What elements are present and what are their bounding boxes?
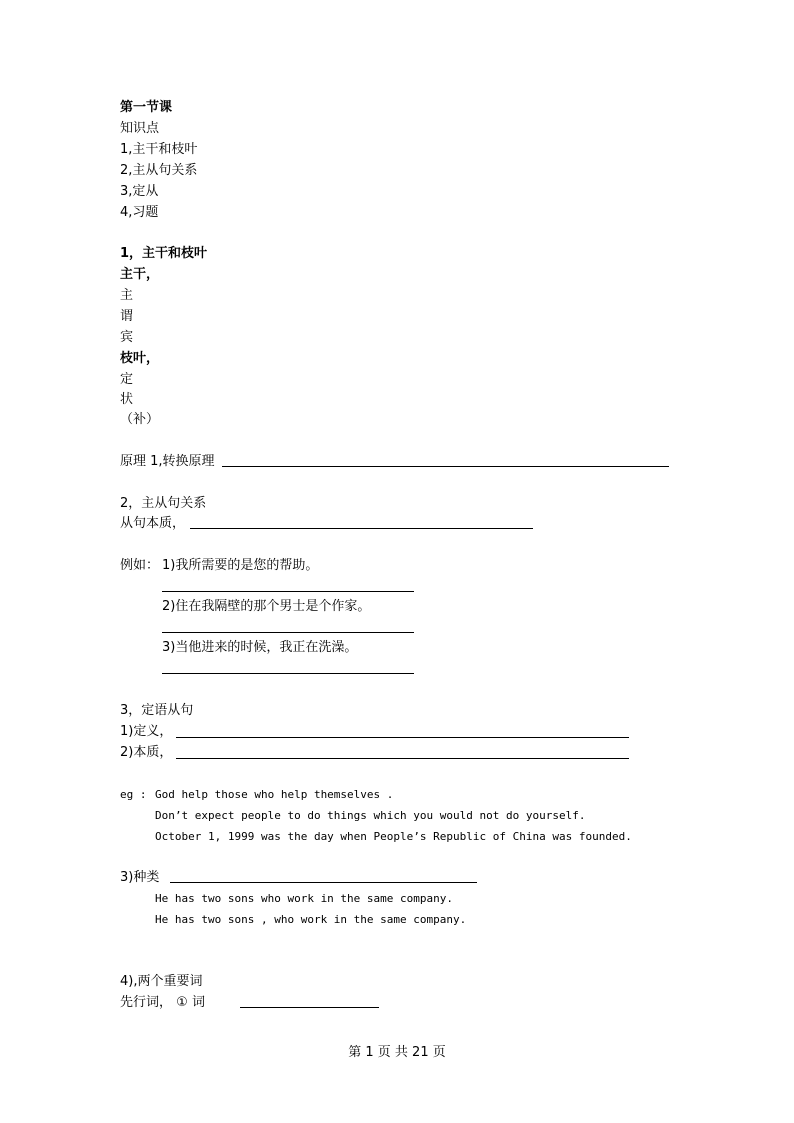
section-1-heading: 1，主干和枝叶 <box>120 246 208 261</box>
branch-item: （补） <box>120 412 160 427</box>
section-3-heading: 3，定语从句 <box>120 703 194 718</box>
fill-in-blank <box>162 591 414 592</box>
eg-label: eg : <box>120 788 147 801</box>
circled-number-one: ① <box>176 995 188 1010</box>
principle-label: 原理 1,转换原理 <box>120 454 215 469</box>
fill-in-blank <box>240 1007 379 1008</box>
branch-item: 定 <box>120 372 134 387</box>
antecedent-text: 先行词， <box>120 995 173 1010</box>
knowledge-point-item: 3,定从 <box>120 184 159 199</box>
branch-label: 枝叶， <box>120 351 160 366</box>
essence-label: 2)本质， <box>120 745 173 760</box>
fill-in-blank <box>176 737 629 738</box>
fill-in-blank <box>170 882 477 883</box>
section-4-heading: 4),两个重要词 <box>120 974 203 989</box>
knowledge-point-item: 2,主从句关系 <box>120 163 198 178</box>
fill-in-blank <box>176 758 629 759</box>
fill-in-blank <box>162 673 414 674</box>
lesson-title: 第一节课 <box>120 100 173 115</box>
section-2-heading: 2，主从句关系 <box>120 496 207 511</box>
branch-item: 状 <box>120 392 134 407</box>
english-example: He has two sons , who work in the same company. <box>155 913 467 926</box>
example-sentence: 2)住在我隔壁的那个男士是个作家。 <box>162 599 371 614</box>
example-sentence: 1)我所需要的是您的帮助。 <box>162 558 319 573</box>
fill-in-blank <box>190 528 533 529</box>
english-example: October 1, 1999 was the day when People’s Republic of China was founded. <box>155 830 632 843</box>
knowledge-points-header: 知识点 <box>120 121 160 136</box>
fill-in-blank <box>222 466 669 467</box>
clause-essence-label: 从句本质， <box>120 516 186 531</box>
trunk-label: 主干， <box>120 267 160 282</box>
trunk-item: 主 <box>120 288 134 303</box>
word-label: 词 <box>191 995 205 1010</box>
english-example: He has two sons who work in the same company. <box>155 892 454 905</box>
example-label: 例如： <box>120 558 160 573</box>
fill-in-blank <box>162 632 414 633</box>
definition-label: 1)定义， <box>120 724 173 739</box>
page-footer: 第 1 页 共 21 页 <box>348 1045 446 1060</box>
knowledge-point-item: 4,习题 <box>120 205 159 220</box>
knowledge-point-item: 1,主干和枝叶 <box>120 142 198 157</box>
antecedent-label <box>120 994 205 1012</box>
trunk-item: 宾 <box>120 330 134 345</box>
english-example: Don’t expect people to do things which you would not do yourself. <box>155 809 586 822</box>
types-label: 3)种类 <box>120 870 160 885</box>
trunk-item: 谓 <box>120 309 134 324</box>
example-sentence: 3)当他进来的时候，我正在洗澡。 <box>162 640 358 655</box>
english-example: God help those who help themselves . <box>155 788 394 801</box>
